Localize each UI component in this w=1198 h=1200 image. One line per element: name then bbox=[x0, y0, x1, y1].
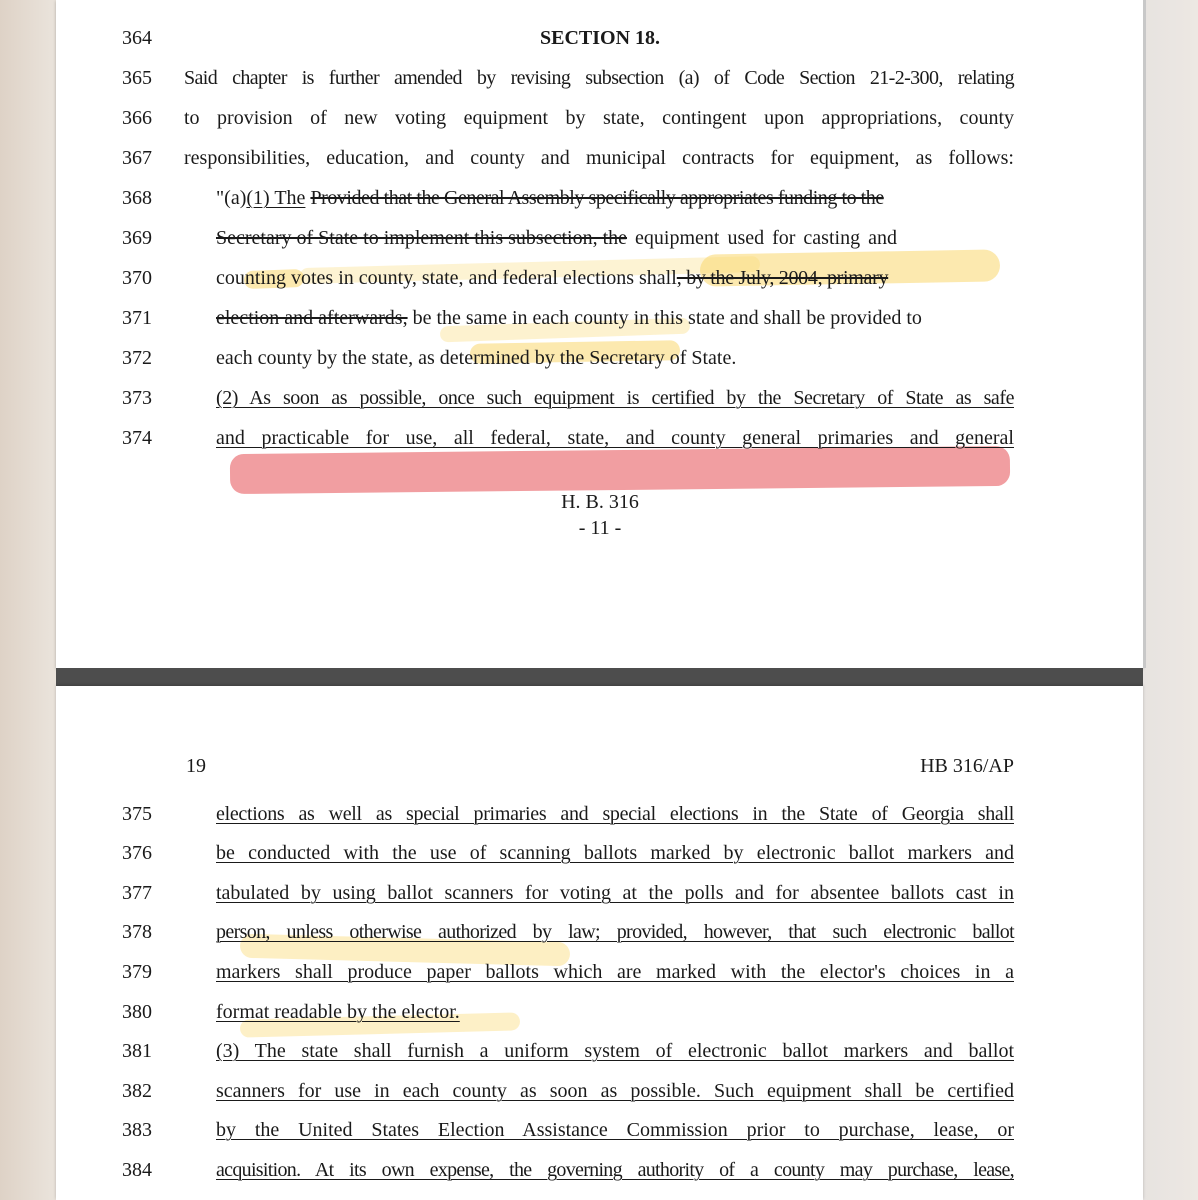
text-line bbox=[216, 306, 1014, 330]
line-number: 364 bbox=[122, 27, 152, 49]
page-header-right: HB 316/AP bbox=[920, 755, 1014, 777]
line-number: 370 bbox=[122, 267, 152, 289]
inserted-text: (1) The bbox=[246, 187, 306, 209]
line-number: 377 bbox=[122, 882, 152, 904]
struck-text: Provided that the General Assembly specifically appropriates funding to the bbox=[310, 187, 884, 209]
page-edge bbox=[1143, 0, 1146, 668]
line-number: 373 bbox=[122, 387, 152, 409]
struck-text: election and afterwards, bbox=[216, 307, 408, 329]
text-line: Said chapter is further amended by revising subsection (a) of Code Section 21-2-300, relating bbox=[184, 67, 1014, 89]
text-line bbox=[216, 266, 1014, 290]
text-line bbox=[216, 226, 1014, 250]
line-number: 382 bbox=[122, 1080, 152, 1102]
page-divider bbox=[56, 668, 1143, 686]
line-number: 375 bbox=[122, 803, 152, 825]
text-line: acquisition. At its own expense, the governing authority of a county may purchase, lease, bbox=[216, 1159, 1014, 1181]
struck-text: , by the July, 2004, primary bbox=[676, 267, 889, 289]
text-line: by the United States Election Assistance Commission prior to purchase, lease, or bbox=[216, 1119, 1014, 1141]
text-line: responsibilities, education, and county and municipal contracts for equipment, as follows: bbox=[184, 147, 1014, 169]
section-heading: SECTION 18. bbox=[539, 27, 661, 49]
text-line: markers shall produce paper ballots which are marked with the elector's choices in a bbox=[216, 961, 1014, 983]
line-number: 367 bbox=[122, 147, 152, 169]
line-number: 365 bbox=[122, 67, 152, 89]
line-number: 372 bbox=[122, 347, 152, 369]
text-line: scanners for use in each county as soon as possible. Such equipment shall be certified bbox=[216, 1080, 1014, 1102]
text-line: tabulated by using ballot scanners for voting at the polls and for absentee ballots cast in bbox=[216, 882, 1014, 904]
line-number: 369 bbox=[122, 227, 152, 249]
line-number: 378 bbox=[122, 921, 152, 943]
page-header-left: 19 bbox=[186, 755, 206, 777]
text-line: be conducted with the use of scanning ballots marked by electronic ballot markers and bbox=[216, 842, 1014, 864]
highlight-mark-pink bbox=[230, 446, 1010, 494]
line-number: 366 bbox=[122, 107, 152, 129]
line-number: 380 bbox=[122, 1001, 152, 1023]
text-line: and practicable for use, all federal, state, and county general primaries and general bbox=[216, 427, 1014, 449]
page-number: - 11 - bbox=[578, 517, 622, 539]
struck-text: Secretary of State to implement this subsection, the bbox=[216, 227, 628, 249]
right-margin-strip bbox=[1143, 0, 1198, 1200]
line-number: 383 bbox=[122, 1119, 152, 1141]
line-number: 381 bbox=[122, 1040, 152, 1062]
text-line: elections as well as special primaries and special elections in the State of Georgia shall bbox=[216, 803, 1014, 825]
quote-marker: "(a) bbox=[216, 187, 247, 209]
line-number: 371 bbox=[122, 307, 152, 329]
text-line: to provision of new voting equipment by state, contingent upon appropriations, county bbox=[184, 107, 1014, 129]
plain-text: be the same in each county in this state and shall be provided to bbox=[407, 307, 922, 329]
line-number: 368 bbox=[122, 187, 152, 209]
line-number: 376 bbox=[122, 842, 152, 864]
line-number: 379 bbox=[122, 961, 152, 983]
text-line: (2) As soon as possible, once such equipment is certified by the Secretary of State as safe bbox=[216, 387, 1014, 409]
text-line bbox=[216, 186, 1014, 210]
plain-text: equipment used for casting and bbox=[627, 227, 897, 249]
line-number: 374 bbox=[122, 427, 152, 449]
text-line: format readable by the elector. bbox=[216, 1001, 460, 1023]
plain-text: counting votes in county, state, and federal elections shall bbox=[216, 267, 677, 289]
text-line: (3) The state shall furnish a uniform system of electronic ballot markers and ballot bbox=[216, 1040, 1014, 1062]
text-line: each county by the state, as determined by the Secretary of State. bbox=[216, 347, 737, 369]
text-line: person, unless otherwise authorized by law; provided, however, that such electronic ballot bbox=[216, 921, 1014, 943]
line-number: 384 bbox=[122, 1159, 152, 1181]
bill-number: H. B. 316 bbox=[561, 491, 639, 513]
